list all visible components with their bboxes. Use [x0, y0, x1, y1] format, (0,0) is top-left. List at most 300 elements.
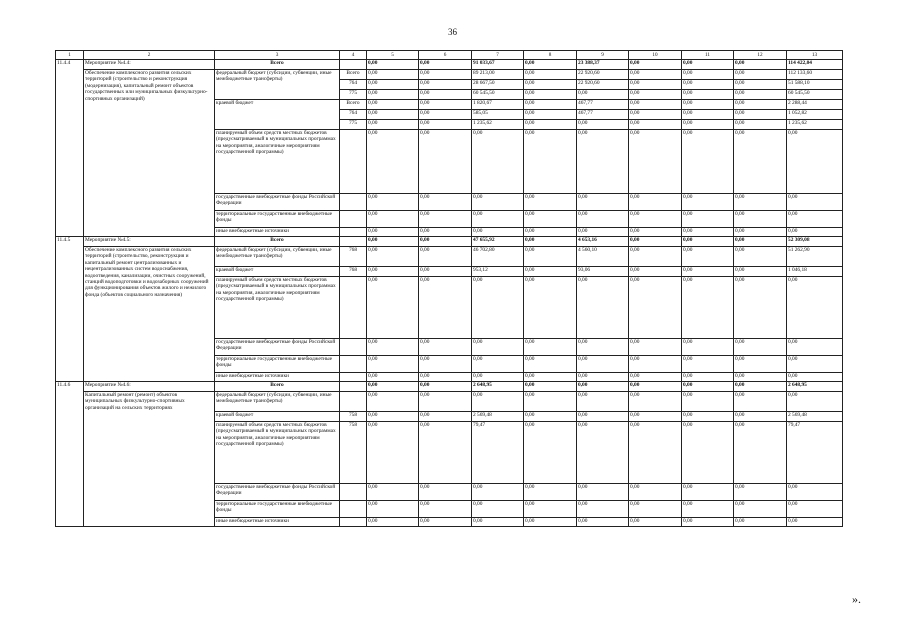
value-cell-col11: 0,00	[682, 373, 734, 382]
value-cell-col10: 0,00	[629, 339, 682, 356]
measure-title-cell: Мероприятие №4.5:	[84, 237, 215, 247]
budget-code-cell: Всего	[340, 70, 367, 80]
value-cell-col6: 0,00	[419, 90, 472, 100]
value-cell-col6: 0,00	[419, 120, 472, 130]
value-cell-col6: 0,00	[419, 412, 472, 422]
value-cell-col5: 0,00	[367, 237, 419, 247]
value-cell-col9: 0,00	[577, 356, 629, 373]
budget-code-cell	[340, 382, 367, 392]
value-cell-col8: 0,00	[524, 267, 577, 277]
value-cell-col8: 0,00	[524, 100, 577, 110]
value-cell-col12: 0,00	[734, 267, 787, 277]
total-value-cell: 79,47	[787, 422, 843, 484]
column-number-header	[56, 51, 843, 60]
value-cell-col7: 28 667,50	[472, 80, 524, 90]
value-cell-col9: 4 653,16	[577, 237, 629, 247]
table-row	[56, 392, 843, 412]
value-cell-col10: 0,00	[629, 110, 682, 120]
funding-source-cell: планируемый объем средств местных бюджетов (предусматриваемый в муниципальных программах на мероприятия, аналогичные мероприятиям государственной программы)	[215, 130, 340, 194]
value-cell-col9: 0,00	[577, 518, 629, 527]
value-cell-col5: 0,00	[367, 120, 419, 130]
value-cell-col6: 0,00	[419, 422, 472, 484]
value-cell-col7: 0,00	[472, 339, 524, 356]
budget-code-cell	[340, 277, 367, 339]
funding-source-cell: иные внебюджетные источники	[215, 518, 340, 527]
value-cell-col9: 0,00	[577, 382, 629, 392]
value-cell-col8: 0,00	[524, 110, 577, 120]
budget-code-cell	[340, 130, 367, 194]
budget-code-cell: 764	[340, 80, 367, 90]
value-cell-col7: 60 545,50	[472, 90, 524, 100]
value-cell-col6: 0,00	[419, 194, 472, 211]
value-cell-col5: 0,00	[367, 80, 419, 90]
value-cell-col10: 0,00	[629, 267, 682, 277]
value-cell-col5: 0,00	[367, 501, 419, 518]
value-cell-col11: 0,00	[682, 356, 734, 373]
funding-source-cell: государственные внебюджетные фонды Российской Федерации	[215, 194, 340, 211]
value-cell-col11: 0,00	[682, 211, 734, 228]
col-number-7: 7	[472, 51, 524, 60]
col-number-2: 2	[84, 51, 215, 60]
value-cell-col7: 0,00	[472, 373, 524, 382]
value-cell-col11: 0,00	[682, 392, 734, 412]
funding-source-cell: Всего	[215, 60, 340, 70]
value-cell-col7: 46 702,80	[472, 247, 524, 267]
value-cell-col11: 0,00	[682, 90, 734, 100]
value-cell-col5: 0,00	[367, 339, 419, 356]
funding-source-cell: федеральный бюджет (субсидии, субвенции, иные межбюджетные трансферты)	[215, 392, 340, 412]
value-cell-col9: 467,77	[577, 110, 629, 120]
value-cell-col9: 0,00	[577, 228, 629, 237]
value-cell-col7: 0,00	[472, 484, 524, 501]
value-cell-col5: 0,00	[367, 392, 419, 412]
value-cell-col10: 0,00	[629, 412, 682, 422]
value-cell-col9: 0,00	[577, 422, 629, 484]
total-value-cell: 0,00	[787, 228, 843, 237]
budget-code-cell: 775	[340, 90, 367, 100]
value-cell-col11: 0,00	[682, 382, 734, 392]
value-cell-col8: 0,00	[524, 339, 577, 356]
value-cell-col10: 0,00	[629, 90, 682, 100]
total-value-cell: 0,00	[787, 130, 843, 194]
budget-code-cell: 768	[340, 247, 367, 267]
value-cell-col5: 0,00	[367, 60, 419, 70]
funding-source-cell: Всего	[215, 237, 340, 247]
total-value-cell: 1 052,82	[787, 110, 843, 120]
value-cell-col6: 0,00	[419, 80, 472, 90]
funding-source-cell: иные внебюджетные источники	[215, 373, 340, 382]
value-cell-col5: 0,00	[367, 356, 419, 373]
budget-code-cell: 764	[340, 110, 367, 120]
value-cell-col12: 0,00	[734, 120, 787, 130]
value-cell-col8: 0,00	[524, 277, 577, 339]
value-cell-col10: 0,00	[629, 100, 682, 110]
value-cell-col6: 0,00	[419, 518, 472, 527]
value-cell-col8: 0,00	[524, 422, 577, 484]
value-cell-col12: 0,00	[734, 194, 787, 211]
total-value-cell: 51 588,10	[787, 80, 843, 90]
value-cell-col9: 0,00	[577, 211, 629, 228]
value-cell-col8: 0,00	[524, 130, 577, 194]
total-value-cell: 0,00	[787, 211, 843, 228]
value-cell-col5: 0,00	[367, 484, 419, 501]
value-cell-col7: 585,05	[472, 110, 524, 120]
total-value-cell: 112 133,60	[787, 70, 843, 80]
measure-id-cell: 11.4.6	[56, 382, 84, 527]
value-cell-col12: 0,00	[734, 518, 787, 527]
value-cell-col5: 0,00	[367, 70, 419, 80]
value-cell-col7: 0,00	[472, 211, 524, 228]
budget-code-cell: 758	[340, 412, 367, 422]
budget-code-cell	[340, 373, 367, 382]
value-cell-col7: 0,00	[472, 392, 524, 412]
value-cell-col11: 0,00	[682, 339, 734, 356]
value-cell-col11: 0,00	[682, 70, 734, 80]
budget-code-cell	[340, 356, 367, 373]
value-cell-col9: 0,00	[577, 373, 629, 382]
value-cell-col10: 0,00	[629, 373, 682, 382]
value-cell-col11: 0,00	[682, 518, 734, 527]
value-cell-col8: 0,00	[524, 60, 577, 70]
value-cell-col10: 0,00	[629, 484, 682, 501]
measure-description-cell: Обеспечение комплексного развития сельских территорий (строительство, реконструкция и капитальный ремонт централизованных и нецентрализованных систем водоснабжения, водоотведения, канализации, очистных сооружений, станций водоподготовки и водозаборных сооружений для функционирования объектов жилого и нежилого фонда (объектов социального назначения)	[84, 247, 215, 382]
funding-source-cell: краевой бюджет	[215, 267, 340, 277]
value-cell-col6: 0,00	[419, 382, 472, 392]
value-cell-col11: 0,00	[682, 237, 734, 247]
value-cell-col7: 89 213,00	[472, 70, 524, 80]
value-cell-col12: 0,00	[734, 247, 787, 267]
budget-table	[55, 50, 843, 527]
value-cell-col7: 0,00	[472, 356, 524, 373]
budget-code-cell	[340, 501, 367, 518]
value-cell-col5: 0,00	[367, 194, 419, 211]
measure-id-cell: 11.4.5	[56, 237, 84, 382]
value-cell-col11: 0,00	[682, 60, 734, 70]
value-cell-col9: 0,00	[577, 130, 629, 194]
value-cell-col7: 953,12	[472, 267, 524, 277]
value-cell-col10: 0,00	[629, 60, 682, 70]
value-cell-col9: 22 920,60	[577, 70, 629, 80]
value-cell-col10: 0,00	[629, 277, 682, 339]
value-cell-col6: 0,00	[419, 356, 472, 373]
col-number-8: 8	[524, 51, 577, 60]
value-cell-col8: 0,00	[524, 194, 577, 211]
value-cell-col10: 0,00	[629, 130, 682, 194]
value-cell-col8: 0,00	[524, 501, 577, 518]
value-cell-col10: 0,00	[629, 382, 682, 392]
value-cell-col10: 0,00	[629, 228, 682, 237]
budget-code-cell	[340, 211, 367, 228]
value-cell-col12: 0,00	[734, 484, 787, 501]
value-cell-col9: 0,00	[577, 194, 629, 211]
budget-code-cell	[340, 194, 367, 211]
value-cell-col11: 0,00	[682, 120, 734, 130]
value-cell-col7: 0,00	[472, 518, 524, 527]
value-cell-col10: 0,00	[629, 501, 682, 518]
value-cell-col5: 0,00	[367, 412, 419, 422]
total-value-cell: 0,00	[787, 194, 843, 211]
funding-source-cell: федеральный бюджет (субсидии, субвенции, иные межбюджетные трансферты)	[215, 247, 340, 267]
value-cell-col5: 0,00	[367, 130, 419, 194]
col-number-12: 12	[734, 51, 787, 60]
value-cell-col8: 0,00	[524, 412, 577, 422]
value-cell-col5: 0,00	[367, 277, 419, 339]
value-cell-col6: 0,00	[419, 60, 472, 70]
total-value-cell: 1 235,62	[787, 120, 843, 130]
value-cell-col10: 0,00	[629, 70, 682, 80]
value-cell-col7: 91 033,67	[472, 60, 524, 70]
value-cell-col5: 0,00	[367, 518, 419, 527]
col-number-5: 5	[367, 51, 419, 60]
value-cell-col11: 0,00	[682, 277, 734, 339]
measure-title-cell: Мероприятие №4.4:	[84, 60, 215, 70]
value-cell-col8: 0,00	[524, 120, 577, 130]
funding-source-cell: территориальные государственные внебюджетные фонды	[215, 356, 340, 373]
budget-code-cell	[340, 518, 367, 527]
value-cell-col9: 23 388,37	[577, 60, 629, 70]
value-cell-col6: 0,00	[419, 247, 472, 267]
value-cell-col7: 0,00	[472, 501, 524, 518]
value-cell-col6: 0,00	[419, 228, 472, 237]
value-cell-col10: 0,00	[629, 392, 682, 412]
budget-code-cell	[340, 60, 367, 70]
value-cell-col5: 0,00	[367, 110, 419, 120]
value-cell-col9: 93,06	[577, 267, 629, 277]
value-cell-col11: 0,00	[682, 228, 734, 237]
funding-source-cell: иные внебюджетные источники	[215, 228, 340, 237]
value-cell-col9: 467,77	[577, 100, 629, 110]
value-cell-col5: 0,00	[367, 228, 419, 237]
funding-source-cell: территориальные государственные внебюджетные фонды	[215, 211, 340, 228]
value-cell-col7: 2 569,48	[472, 412, 524, 422]
value-cell-col11: 0,00	[682, 80, 734, 90]
total-value-cell: 52 309,08	[787, 237, 843, 247]
value-cell-col9: 0,00	[577, 484, 629, 501]
value-cell-col8: 0,00	[524, 518, 577, 527]
value-cell-col12: 0,00	[734, 277, 787, 339]
value-cell-col9: 0,00	[577, 120, 629, 130]
value-cell-col8: 0,00	[524, 80, 577, 90]
value-cell-col8: 0,00	[524, 237, 577, 247]
budget-code-cell: 758	[340, 422, 367, 484]
total-value-cell: 0,00	[787, 373, 843, 382]
total-value-cell: 0,00	[787, 484, 843, 501]
measure-id-cell: 11.4.4	[56, 60, 84, 237]
value-cell-col8: 0,00	[524, 247, 577, 267]
page-number: 36	[448, 27, 457, 37]
value-cell-col9: 22 920,60	[577, 80, 629, 90]
value-cell-col6: 0,00	[419, 267, 472, 277]
table-row	[56, 60, 843, 70]
value-cell-col12: 0,00	[734, 392, 787, 412]
value-cell-col8: 0,00	[524, 228, 577, 237]
measure-title-cell: Мероприятие №4.6:	[84, 382, 215, 392]
total-value-cell: 2 288,44	[787, 100, 843, 110]
value-cell-col11: 0,00	[682, 130, 734, 194]
measure-description-cell: Обеспечение комплексного развития сельских территорий (строительство и реконструкция (модернизация), капитальный ремонт объектов государственных или муниципальных физкультурно-спортивных организаций)	[84, 70, 215, 237]
value-cell-col8: 0,00	[524, 356, 577, 373]
value-cell-col12: 0,00	[734, 211, 787, 228]
value-cell-col7: 0,00	[472, 194, 524, 211]
table-row	[56, 247, 843, 267]
total-value-cell: 2 569,48	[787, 412, 843, 422]
value-cell-col6: 0,00	[419, 373, 472, 382]
value-cell-col12: 0,00	[734, 382, 787, 392]
value-cell-col12: 0,00	[734, 90, 787, 100]
value-cell-col12: 0,00	[734, 100, 787, 110]
value-cell-col6: 0,00	[419, 392, 472, 412]
budget-code-cell	[340, 228, 367, 237]
value-cell-col11: 0,00	[682, 247, 734, 267]
value-cell-col7: 47 655,92	[472, 237, 524, 247]
value-cell-col10: 0,00	[629, 237, 682, 247]
value-cell-col5: 0,00	[367, 90, 419, 100]
value-cell-col10: 0,00	[629, 120, 682, 130]
table-row	[56, 382, 843, 392]
value-cell-col7: 1 235,62	[472, 120, 524, 130]
value-cell-col5: 0,00	[367, 211, 419, 228]
budget-code-cell: 775	[340, 120, 367, 130]
value-cell-col12: 0,00	[734, 356, 787, 373]
value-cell-col10: 0,00	[629, 422, 682, 484]
value-cell-col12: 0,00	[734, 70, 787, 80]
value-cell-col9: 0,00	[577, 412, 629, 422]
budget-code-cell: Всего	[340, 100, 367, 110]
value-cell-col12: 0,00	[734, 80, 787, 90]
value-cell-col5: 0,00	[367, 247, 419, 267]
total-value-cell: 0,00	[787, 339, 843, 356]
value-cell-col6: 0,00	[419, 501, 472, 518]
value-cell-col10: 0,00	[629, 211, 682, 228]
value-cell-col7: 1 820,67	[472, 100, 524, 110]
funding-source-cell: планируемый объем средств местных бюджетов (предусматриваемый в муниципальных программах на мероприятия, аналогичные мероприятиям государственной программы)	[215, 422, 340, 484]
value-cell-col12: 0,00	[734, 501, 787, 518]
budget-code-cell: 768	[340, 267, 367, 277]
funding-source-cell: государственные внебюджетные фонды Российской Федерации	[215, 339, 340, 356]
measure-description-cell: Капитальный ремонт (ремонт) объектов муниципальных физкультурно-спортивных организаций на сельских территориях	[84, 392, 215, 527]
value-cell-col9: 0,00	[577, 277, 629, 339]
value-cell-col11: 0,00	[682, 501, 734, 518]
col-number-6: 6	[419, 51, 472, 60]
value-cell-col10: 0,00	[629, 356, 682, 373]
value-cell-col6: 0,00	[419, 277, 472, 339]
value-cell-col12: 0,00	[734, 412, 787, 422]
value-cell-col12: 0,00	[734, 339, 787, 356]
value-cell-col9: 0,00	[577, 501, 629, 518]
total-value-cell: 2 648,95	[787, 382, 843, 392]
value-cell-col6: 0,00	[419, 237, 472, 247]
total-value-cell: 1 046,18	[787, 267, 843, 277]
value-cell-col6: 0,00	[419, 130, 472, 194]
end-quote-mark: ».	[852, 592, 861, 606]
value-cell-col6: 0,00	[419, 484, 472, 501]
funding-source-cell: планируемый объем средств местных бюджетов (предусматриваемый в муниципальных программах на мероприятия, аналогичные мероприятиям государственной программы)	[215, 277, 340, 339]
value-cell-col11: 0,00	[682, 422, 734, 484]
value-cell-col5: 0,00	[367, 382, 419, 392]
table-body	[56, 51, 843, 527]
value-cell-col12: 0,00	[734, 373, 787, 382]
value-cell-col5: 0,00	[367, 422, 419, 484]
total-value-cell: 60 545,50	[787, 90, 843, 100]
value-cell-col12: 0,00	[734, 110, 787, 120]
value-cell-col9: 0,00	[577, 339, 629, 356]
budget-code-cell	[340, 339, 367, 356]
col-number-4: 4	[340, 51, 367, 60]
budget-code-cell	[340, 237, 367, 247]
total-value-cell: 0,00	[787, 518, 843, 527]
col-number-1: 1	[56, 51, 84, 60]
total-value-cell: 0,00	[787, 392, 843, 412]
value-cell-col12: 0,00	[734, 228, 787, 237]
value-cell-col8: 0,00	[524, 392, 577, 412]
total-value-cell: 0,00	[787, 501, 843, 518]
value-cell-col11: 0,00	[682, 100, 734, 110]
budget-code-cell	[340, 392, 367, 412]
value-cell-col5: 0,00	[367, 100, 419, 110]
total-value-cell: 114 422,04	[787, 60, 843, 70]
value-cell-col10: 0,00	[629, 80, 682, 90]
col-number-9: 9	[577, 51, 629, 60]
value-cell-col9: 4 560,10	[577, 247, 629, 267]
value-cell-col7: 0,00	[472, 277, 524, 339]
value-cell-col11: 0,00	[682, 110, 734, 120]
funding-source-cell: краевой бюджет	[215, 412, 340, 422]
value-cell-col6: 0,00	[419, 339, 472, 356]
value-cell-col6: 0,00	[419, 110, 472, 120]
value-cell-col5: 0,00	[367, 267, 419, 277]
value-cell-col11: 0,00	[682, 267, 734, 277]
total-value-cell: 0,00	[787, 356, 843, 373]
value-cell-col8: 0,00	[524, 90, 577, 100]
value-cell-col11: 0,00	[682, 194, 734, 211]
value-cell-col12: 0,00	[734, 60, 787, 70]
col-number-11: 11	[682, 51, 734, 60]
value-cell-col12: 0,00	[734, 237, 787, 247]
funding-source-cell: территориальные государственные внебюджетные фонды	[215, 501, 340, 518]
value-cell-col7: 79,47	[472, 422, 524, 484]
value-cell-col7: 0,00	[472, 228, 524, 237]
col-number-13: 13	[787, 51, 843, 60]
value-cell-col8: 0,00	[524, 382, 577, 392]
value-cell-col10: 0,00	[629, 518, 682, 527]
value-cell-col5: 0,00	[367, 373, 419, 382]
value-cell-col11: 0,00	[682, 412, 734, 422]
value-cell-col10: 0,00	[629, 194, 682, 211]
col-number-10: 10	[629, 51, 682, 60]
col-number-3: 3	[215, 51, 340, 60]
value-cell-col12: 0,00	[734, 130, 787, 194]
value-cell-col6: 0,00	[419, 70, 472, 80]
value-cell-col10: 0,00	[629, 247, 682, 267]
total-value-cell: 51 262,90	[787, 247, 843, 267]
value-cell-col8: 0,00	[524, 484, 577, 501]
funding-source-cell: краевой бюджет	[215, 100, 340, 130]
value-cell-col7: 2 648,95	[472, 382, 524, 392]
value-cell-col11: 0,00	[682, 484, 734, 501]
value-cell-col9: 0,00	[577, 90, 629, 100]
table-row	[56, 70, 843, 80]
budget-code-cell	[340, 484, 367, 501]
funding-source-cell: государственные внебюджетные фонды Российской Федерации	[215, 484, 340, 501]
total-value-cell: 0,00	[787, 277, 843, 339]
funding-source-cell: федеральный бюджет (субсидии, субвенции, иные межбюджетные трансферты)	[215, 70, 340, 100]
value-cell-col6: 0,00	[419, 211, 472, 228]
value-cell-col9: 0,00	[577, 392, 629, 412]
value-cell-col8: 0,00	[524, 211, 577, 228]
table-row	[56, 237, 843, 247]
value-cell-col8: 0,00	[524, 373, 577, 382]
value-cell-col8: 0,00	[524, 70, 577, 80]
